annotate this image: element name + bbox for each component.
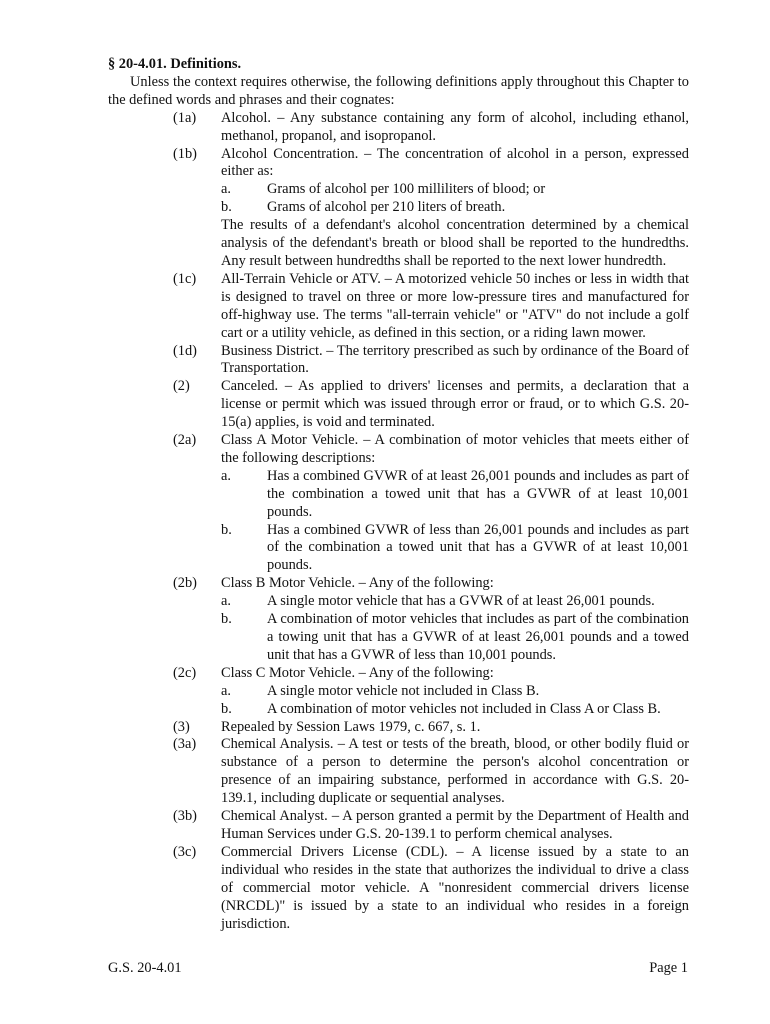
definition-number: (2b) xyxy=(173,575,197,592)
definition-entry xyxy=(108,719,689,737)
definition-number: (3c) xyxy=(173,843,197,860)
sub-item xyxy=(221,522,689,576)
sub-item xyxy=(221,181,689,199)
sub-item-text: Grams of alcohol per 100 milliliters of blood; or xyxy=(267,181,546,198)
sub-item xyxy=(221,611,689,665)
definition-entry xyxy=(108,378,689,432)
definition-number: (1a) xyxy=(173,109,197,126)
definition-number: (2) xyxy=(173,378,190,395)
definition-text: Alcohol Concentration. – The concentration of alcohol in a person, expressed either as: xyxy=(221,145,689,180)
definition-note: The results of a defendant's alcohol concentration determined by a chemical analysis of the defendant's breath or blood shall be reported to the hundredths. Any result between hundredths shall be reported to the next lower hundredth. xyxy=(221,217,689,269)
definition-text: Class C Motor Vehicle. – Any of the following: xyxy=(221,664,494,681)
definition-number: (3a) xyxy=(173,736,197,753)
definition-text: Chemical Analysis. – A test or tests of the breath, blood, or other bodily fluid or substance of a person to determine the person's alcohol concentration or presence of an impairing substance, performed in accordance with G.S. 20-139.1, including duplicate or sequential analyses. xyxy=(221,736,689,807)
definitions-list xyxy=(108,110,689,934)
definition-number: (2a) xyxy=(173,432,197,449)
definition-text: Commercial Drivers License (CDL). – A license issued by a state to an individual who resides in the state that authorizes the individual to drive a class of commercial motor vehicle. A "nonresident commercial drivers license (NRCDL)" is issued by a state to an individual who resides in a foreign jurisdiction. xyxy=(221,843,689,932)
definition-text: Class A Motor Vehicle. – A combination of motor vehicles that meets either of the following descriptions: xyxy=(221,432,689,466)
sub-item xyxy=(221,683,689,701)
definition-number: (1b) xyxy=(173,145,197,162)
sub-item-text: Has a combined GVWR of at least 26,001 pounds and includes as part of the combination a towed unit that has a GVWR of at least 10,001 pounds. xyxy=(267,467,689,520)
sub-item-text: A single motor vehicle that has a GVWR of at least 26,001 pounds. xyxy=(267,593,655,610)
sub-item-label: b. xyxy=(221,199,232,216)
footer-citation: G.S. 20-4.01 xyxy=(108,960,182,976)
sub-item-text: A combination of motor vehicles not included in Class A or Class B. xyxy=(267,700,661,717)
definition-text: All-Terrain Vehicle or ATV. – A motorized vehicle 50 inches or less in width that is designed to travel on three or more low-pressure tires and manufactured for off-highway use. The terms "all-terrain vehicle" or "ATV" do not include a golf cart or a utility vehicle, as defined in this section, or a riding lawn mower. xyxy=(221,270,689,341)
definition-number: (3b) xyxy=(173,808,197,825)
definition-text: Canceled. – As applied to drivers' licenses and permits, a declaration that a license or permit which was issued through error or fraud, or to which G.S. 20-15(a) applies, is void and terminated. xyxy=(221,378,689,431)
sub-item-label: a. xyxy=(221,682,231,699)
definition-number: (3) xyxy=(173,718,190,735)
definition-text: Chemical Analyst. – A person granted a permit by the Department of Health and Human Services under G.S. 20-139.1 to perform chemical analyses. xyxy=(221,808,689,842)
definition-entry xyxy=(108,432,689,575)
sub-item-text: A combination of motor vehicles that includes as part of the combination a towing unit that has a GVWR of at least 26,001 pounds and a towed unit that has a GVWR of less than 10,001 pounds. xyxy=(267,611,689,663)
sub-item-label: a. xyxy=(221,467,231,484)
definition-entry xyxy=(108,808,689,844)
sub-item-text: Grams of alcohol per 210 liters of breath. xyxy=(267,199,506,216)
definition-number: (1d) xyxy=(173,342,197,359)
sub-item-text: Has a combined GVWR of less than 26,001 pounds and includes as part of the combination a towed unit that has a GVWR of at least 10,001 pounds. xyxy=(267,521,689,574)
sub-item xyxy=(221,593,689,611)
sub-item-label: a. xyxy=(221,181,231,198)
sub-item-label: b. xyxy=(221,521,232,538)
definition-text: Class B Motor Vehicle. – Any of the following: xyxy=(221,575,494,592)
sub-item xyxy=(221,468,689,522)
footer-page-number: Page 1 xyxy=(649,960,688,976)
definition-number: (1c) xyxy=(173,270,197,287)
sub-item-label: a. xyxy=(221,593,231,610)
definition-entry xyxy=(108,271,689,343)
sub-item xyxy=(221,199,689,217)
sub-item-label: b. xyxy=(221,611,232,628)
definition-entry xyxy=(108,665,689,719)
definition-text: Alcohol. – Any substance containing any form of alcohol, including ethanol, methanol, propanol, and isopropanol. xyxy=(221,109,689,144)
definition-entry xyxy=(108,575,689,665)
section-heading: § 20-4.01. Definitions. xyxy=(108,56,242,72)
document-page xyxy=(108,56,689,933)
definition-entry xyxy=(108,146,689,271)
definition-number: (2c) xyxy=(173,664,197,681)
definition-entry xyxy=(108,343,689,379)
definition-text: Business District. – The territory prescribed as such by ordinance of the Board of Transportation. xyxy=(221,342,689,377)
sub-item-label: b. xyxy=(221,700,232,717)
definition-entry xyxy=(108,110,689,146)
definition-text: Repealed by Session Laws 1979, c. 667, s. 1. xyxy=(221,718,481,735)
sub-item-text: A single motor vehicle not included in Class B. xyxy=(267,682,540,699)
intro-paragraph: Unless the context requires otherwise, the following definitions apply throughout this Chapter to the defined words and phrases and their cognates: xyxy=(108,73,689,108)
sub-item xyxy=(221,701,689,719)
definition-entry xyxy=(108,736,689,808)
definition-entry xyxy=(108,844,689,934)
